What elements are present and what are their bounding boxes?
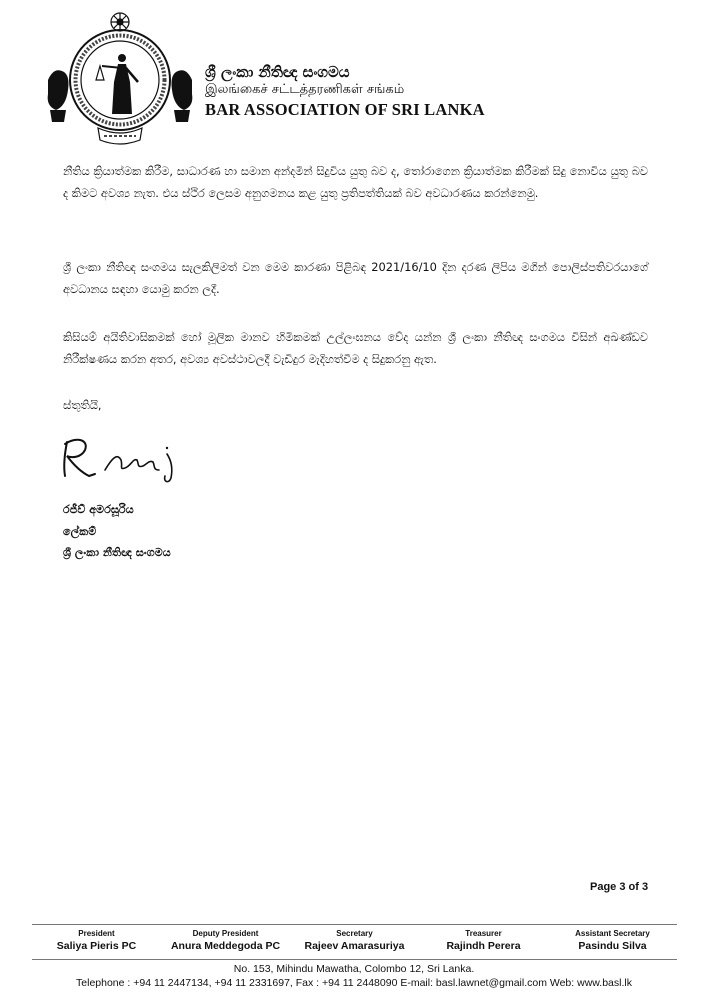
org-name-english: BAR ASSOCIATION OF SRI LANKA <box>205 100 485 119</box>
handwritten-signature <box>55 430 205 485</box>
closing-salutation: ස්තුතියි, <box>63 398 102 412</box>
officer-treasurer <box>419 928 548 958</box>
body-paragraph-3: කිසියම් අයිතිවාසිකමක් හෝ මූලික මානව හිමිකමක් උල්ලංඝනය වේද යන්න ශ්‍රී ලංකා නීතිඥ සංගමය විසින් අඛණ්ඩව නිරීක්ෂණය කරන අතර, අවශ්‍ය අවස්ථාවලදී වැඩිදුර මැදිහත්වීම ද සිදුකරනු ඇත. <box>63 330 648 366</box>
footer-contact: Telephone : +94 11 2447134, +94 11 2331697, Fax : +94 11 2448090 E-mail: basl.lawnet@gmail.com Web: www.basl.lk <box>76 977 632 989</box>
officer-name: Rajindh Perera <box>446 940 521 952</box>
officer-role: Treasurer <box>465 929 502 938</box>
officer-president <box>32 928 161 958</box>
signatory-name: රජීව් අමරසූරිය <box>63 503 134 516</box>
footer-address: No. 153, Mihindu Mawatha, Colombo 12, Sri Lanka. <box>233 963 475 975</box>
officer-secretary <box>290 928 419 958</box>
body-paragraph-1: නීතිය ක්‍රියාත්මක කිරීම, සාධාරණ හා සමාන අන්දමින් සිදුවිය යුතු බව ද, තෝරාගෙන ක්‍රියාත්මක කිරීමක් සිදු නොවිය යුතු බව ද කිමට අවශ්‍ය නැත. එය ස්ථිර ලෙසම අනුගමනය කළ යුතු ප්‍රතිපත්තියක් බව අවධාරණය කරන්නෙමු. <box>63 164 648 200</box>
org-name-sinhala: ශ්‍රී ලංකා නීතිඥ සංගමය <box>205 63 350 81</box>
officer-role: President <box>78 929 115 938</box>
footer-divider-bottom <box>32 959 677 960</box>
officer-name: Pasindu Silva <box>578 940 647 952</box>
officer-name: Rajeev Amarasuriya <box>304 940 405 952</box>
officer-name: Anura Meddegoda PC <box>170 940 281 952</box>
officer-role: Deputy President <box>192 929 259 938</box>
officer-role: Secretary <box>336 929 373 938</box>
signatory-organization: ශ්‍රී ලංකා නීතිඥ සංගමය <box>63 546 171 559</box>
officer-role: Assistant Secretary <box>575 929 650 938</box>
signatory-title: ලේකම් <box>63 525 97 538</box>
lion-left-icon <box>48 70 69 122</box>
basl-emblem-logo <box>40 10 200 160</box>
lion-right-icon <box>172 70 193 122</box>
body-paragraph-2: ශ්‍රී ලංකා නීතිඥ සංගමය සැලකිලිමත් වන මෙම කාරණා පිළිබඳ 2021/16/10 දින දරණ ලිපිය මගින් පොලිස්පතිවරයාගේ අවධානය සඳහා යොමු කරන ලදී. <box>63 260 648 296</box>
footer-officers <box>32 928 677 958</box>
page-number: Page 3 of 3 <box>590 881 649 893</box>
dharma-wheel-icon <box>111 13 129 31</box>
officer-name: Saliya Pieris PC <box>56 940 137 952</box>
org-name-tamil: இலங்கைச் சட்டத்தரணிகள் சங்கம் <box>205 82 405 97</box>
officer-assistant-secretary <box>548 928 677 958</box>
justice-figure-icon <box>96 54 138 114</box>
officer-deputy-president <box>161 928 290 958</box>
footer-divider-top <box>32 924 677 925</box>
